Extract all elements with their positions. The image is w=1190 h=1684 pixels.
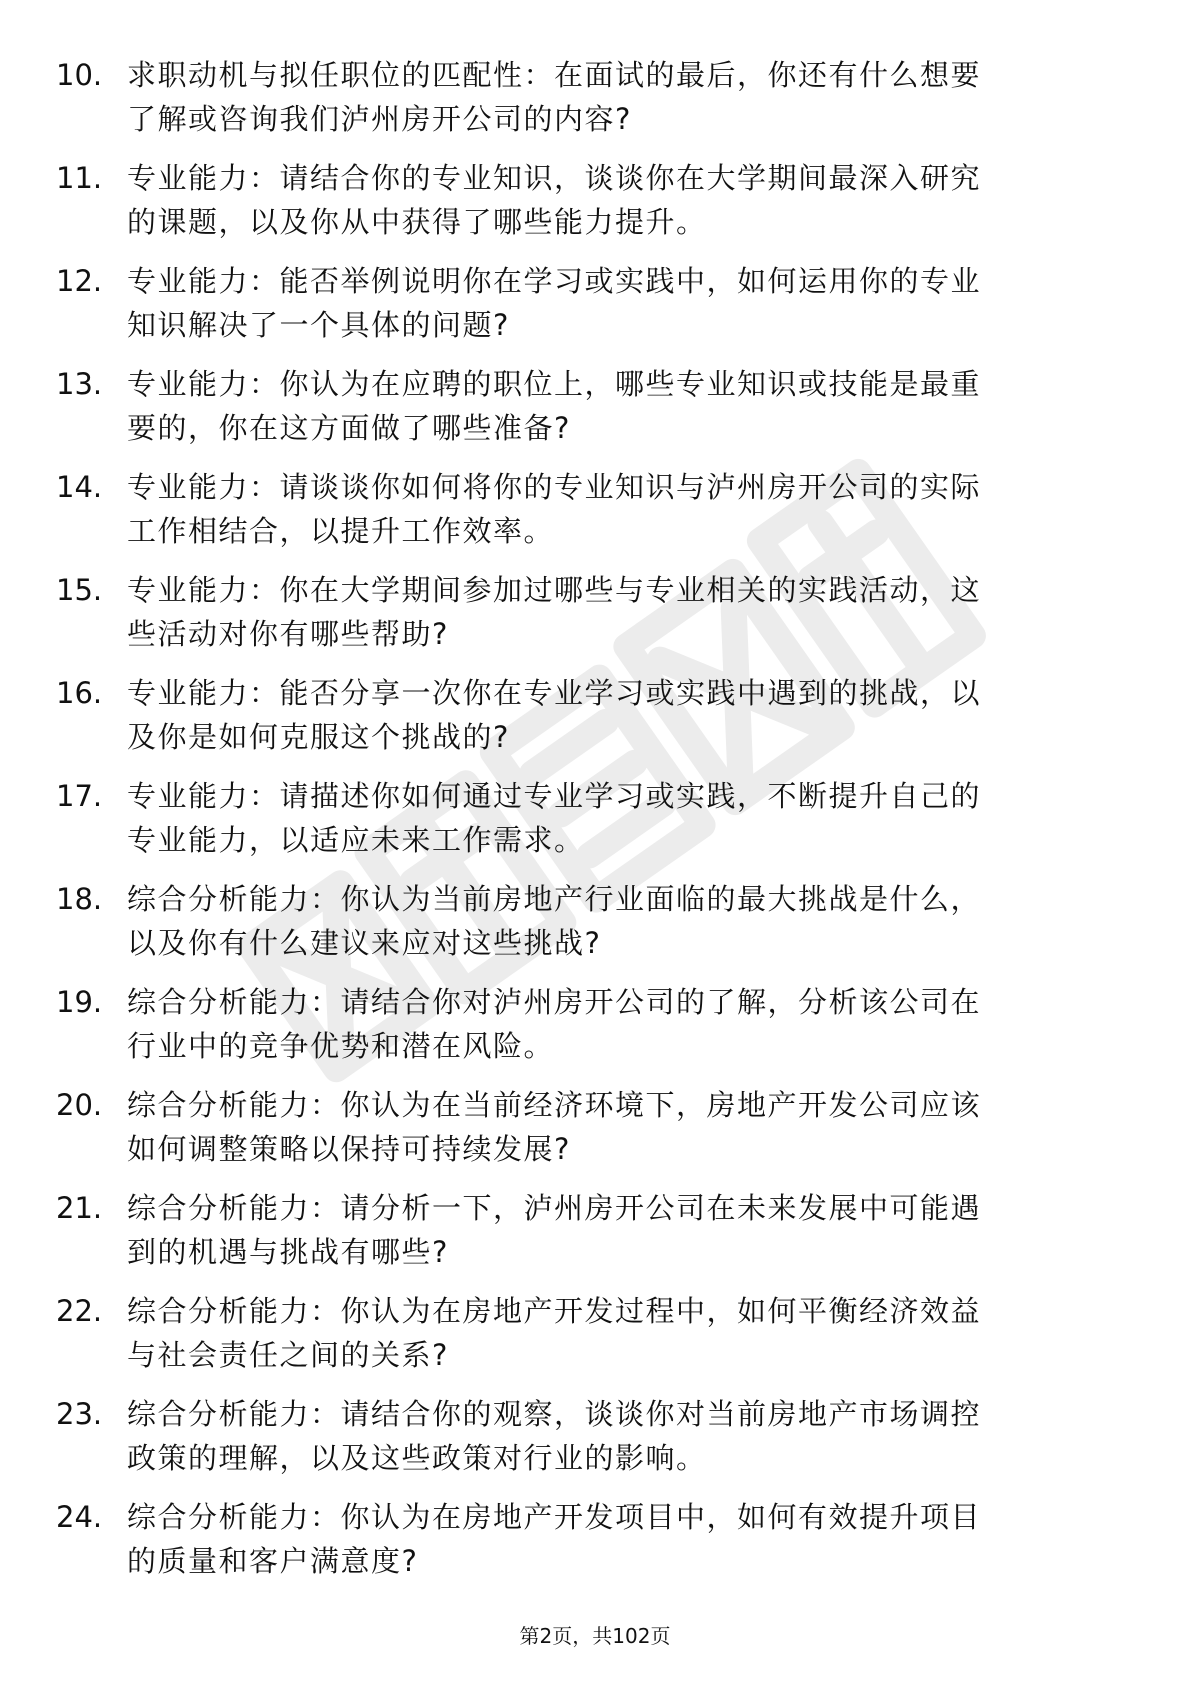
question-line: 综合分析能力：请结合你对泸州房开公司的了解，分析该公司在 [127, 985, 982, 1019]
question-line: 行业中的竞争优势和潜在风险。 [127, 1029, 555, 1063]
question-item [0, 1392, 1190, 1495]
question-line: 与社会责任之间的关系? [127, 1338, 449, 1372]
question-text [127, 156, 1112, 244]
question-text [127, 465, 1112, 553]
question-line: 些活动对你有哪些帮助? [127, 617, 449, 651]
question-line: 综合分析能力：你认为当前房地产行业面临的最大挑战是什么， [127, 882, 982, 916]
question-item [0, 259, 1190, 362]
question-line: 综合分析能力：你认为在当前经济环境下，房地产开发公司应该 [127, 1088, 982, 1122]
question-line: 综合分析能力：请结合你的观察，谈谈你对当前房地产市场调控 [127, 1397, 982, 1431]
question-item [0, 362, 1190, 465]
question-line: 专业能力：你在大学期间参加过哪些与专业相关的实践活动，这 [127, 573, 982, 607]
question-line: 专业能力：请结合你的专业知识，谈谈你在大学期间最深入研究 [127, 161, 982, 195]
question-text [127, 568, 1112, 656]
question-line: 要的，你在这方面做了哪些准备? [127, 411, 571, 445]
question-line: 的质量和客户满意度? [127, 1544, 419, 1578]
question-line: 到的机遇与挑战有哪些? [127, 1235, 449, 1269]
question-item [0, 156, 1190, 259]
question-number: 18. [56, 882, 103, 916]
question-item [0, 980, 1190, 1083]
question-number: 15. [56, 573, 103, 607]
question-number: 20. [56, 1088, 103, 1122]
question-list [0, 53, 1190, 1598]
question-text [127, 1495, 1112, 1583]
question-text [127, 1083, 1112, 1171]
question-item [0, 671, 1190, 774]
question-number: 12. [56, 264, 103, 298]
question-line: 工作相结合，以提升工作效率。 [127, 514, 555, 548]
question-line: 专业能力：能否分享一次你在专业学习或实践中遇到的挑战，以 [127, 676, 982, 710]
question-item [0, 1495, 1190, 1598]
question-item [0, 774, 1190, 877]
question-line: 求职动机与拟任职位的匹配性：在面试的最后，你还有什么想要 [127, 58, 982, 92]
question-line: 及你是如何克服这个挑战的? [127, 720, 510, 754]
question-line: 综合分析能力：你认为在房地产开发项目中，如何有效提升项目 [127, 1500, 982, 1534]
question-text [127, 1289, 1112, 1377]
question-line: 专业能力，以适应未来工作需求。 [127, 823, 585, 857]
question-text [127, 671, 1112, 759]
question-text [127, 1392, 1112, 1480]
question-line: 专业能力：请谈谈你如何将你的专业知识与泸州房开公司的实际 [127, 470, 982, 504]
question-item [0, 568, 1190, 671]
question-text [127, 53, 1112, 141]
question-item [0, 1186, 1190, 1289]
question-number: 16. [56, 676, 103, 710]
question-line: 综合分析能力：请分析一下，泸州房开公司在未来发展中可能遇 [127, 1191, 982, 1225]
question-item [0, 1289, 1190, 1392]
question-text [127, 259, 1112, 347]
question-line: 了解或咨询我们泸州房开公司的内容? [127, 102, 632, 136]
question-number: 23. [56, 1397, 103, 1431]
question-number: 22. [56, 1294, 103, 1328]
question-line: 专业能力：请描述你如何通过专业学习或实践，不断提升自己的 [127, 779, 982, 813]
question-line: 的课题，以及你从中获得了哪些能力提升。 [127, 205, 707, 239]
question-line: 以及你有什么建议来应对这些挑战? [127, 926, 602, 960]
question-number: 17. [56, 779, 103, 813]
question-number: 10. [56, 58, 103, 92]
question-line: 综合分析能力：你认为在房地产开发过程中，如何平衡经济效益 [127, 1294, 982, 1328]
question-text [127, 774, 1112, 862]
question-text [127, 980, 1112, 1068]
question-text [127, 362, 1112, 450]
question-item [0, 53, 1190, 156]
question-item [0, 877, 1190, 980]
question-line: 专业能力：能否举例说明你在学习或实践中，如何运用你的专业 [127, 264, 982, 298]
question-line: 专业能力：你认为在应聘的职位上，哪些专业知识或技能是最重 [127, 367, 982, 401]
question-number: 21. [56, 1191, 103, 1225]
question-number: 14. [56, 470, 103, 504]
question-number: 24. [56, 1500, 103, 1534]
question-line: 政策的理解，以及这些政策对行业的影响。 [127, 1441, 707, 1475]
question-item [0, 465, 1190, 568]
question-number: 19. [56, 985, 103, 1019]
question-line: 如何调整策略以保持可持续发展? [127, 1132, 571, 1166]
question-item [0, 1083, 1190, 1186]
question-number: 11. [56, 161, 103, 195]
question-text [127, 1186, 1112, 1274]
page-footer [0, 1622, 1190, 1650]
page-number-label: 第2页，共102页 [519, 1624, 671, 1648]
question-line: 知识解决了一个具体的问题? [127, 308, 510, 342]
question-text [127, 877, 1112, 965]
question-number: 13. [56, 367, 103, 401]
